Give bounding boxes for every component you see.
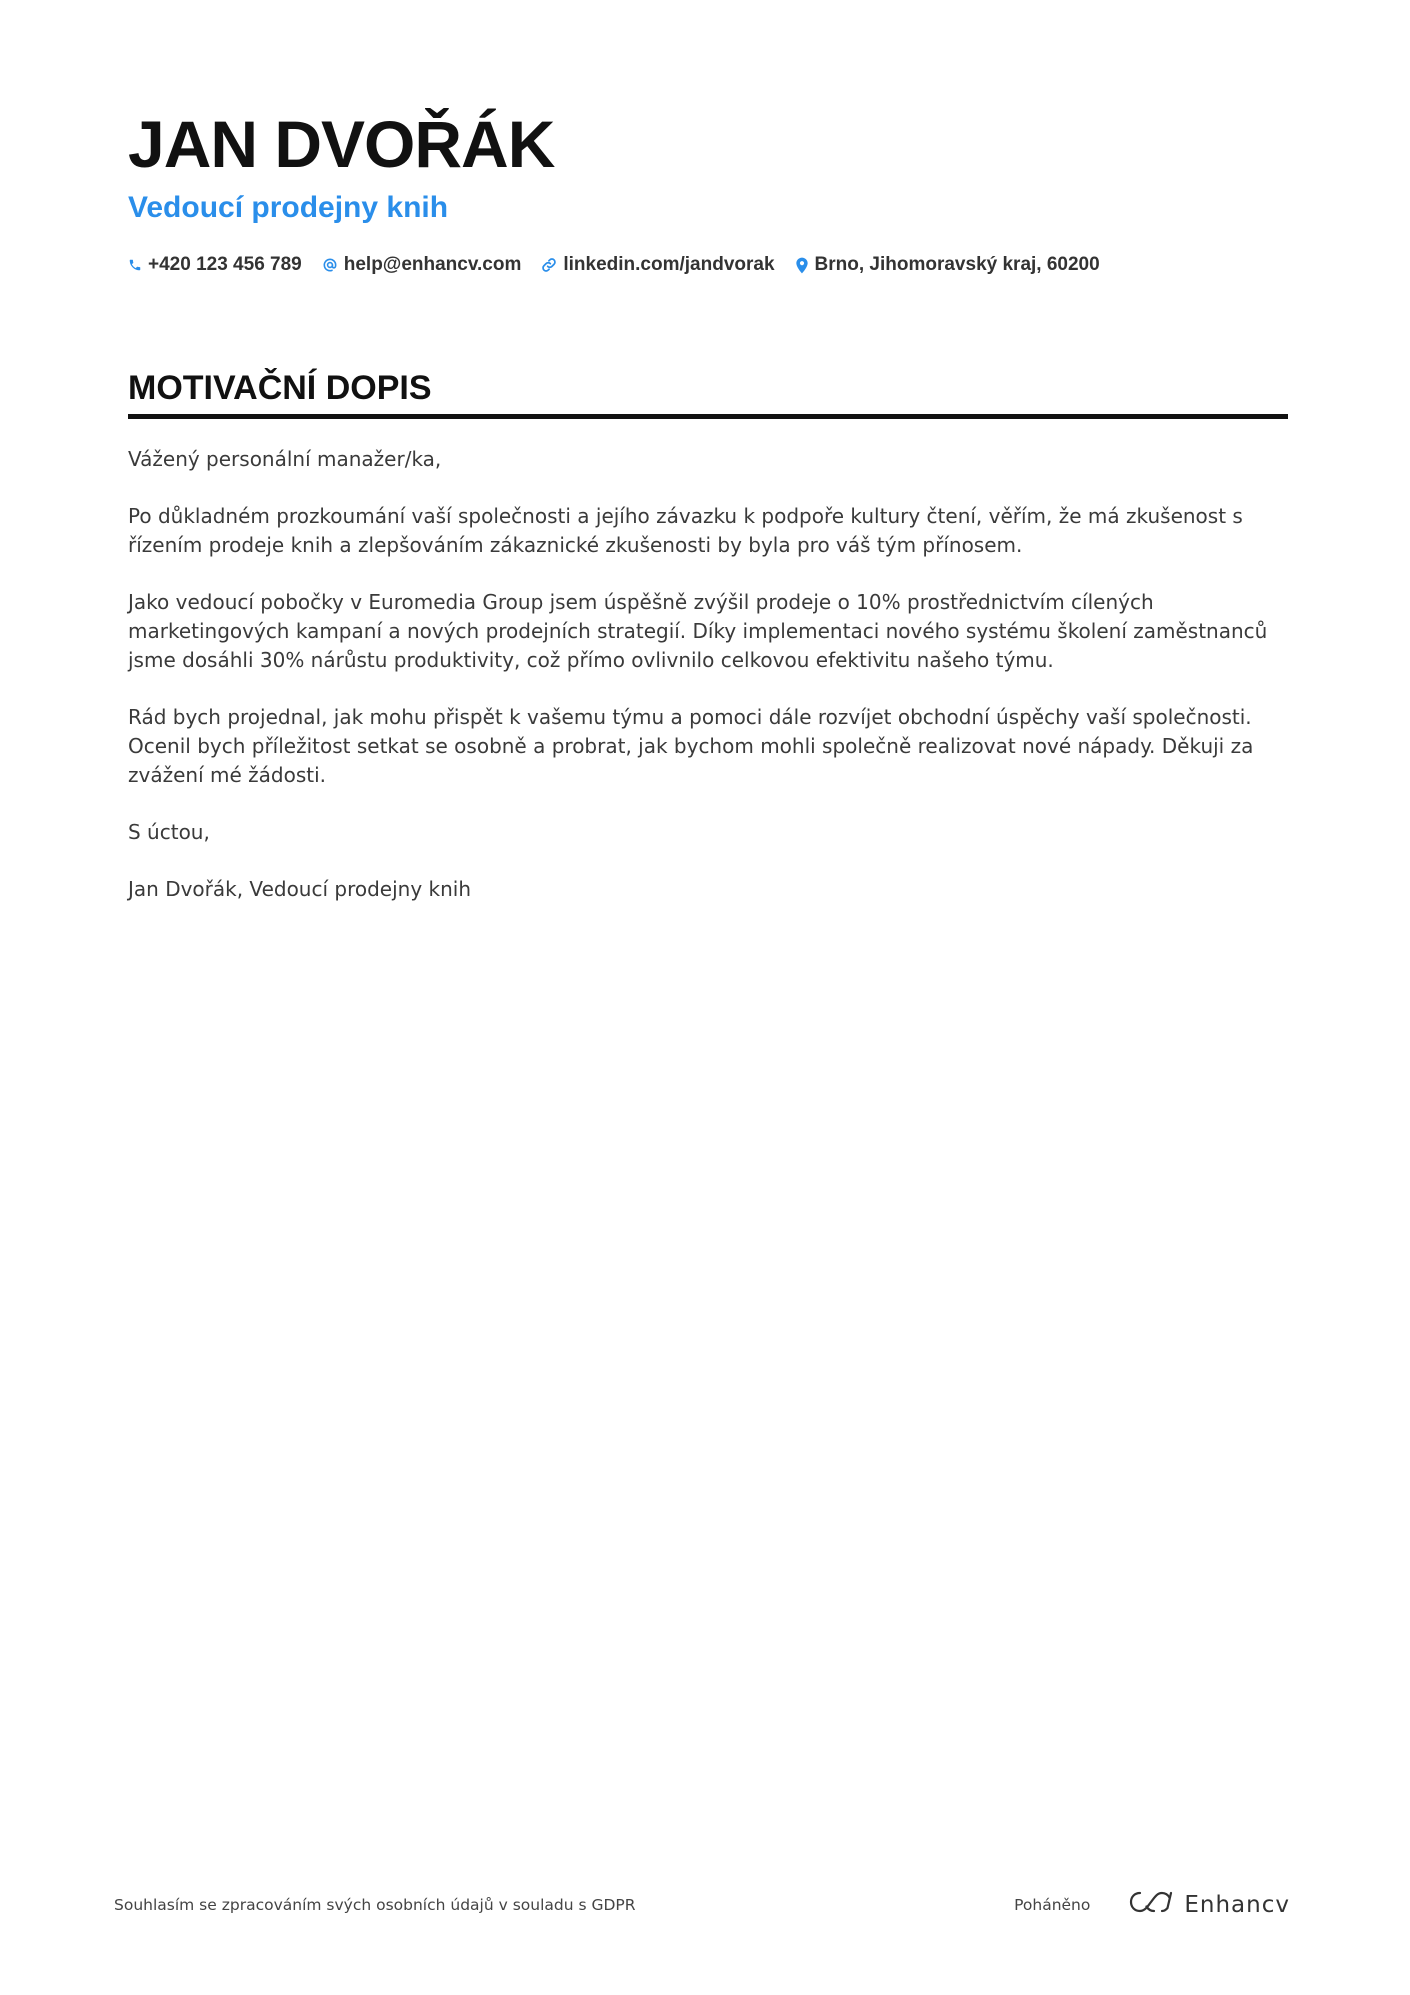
brand-name: Enhancv — [1184, 1891, 1290, 1918]
letter-closing: S úctou, — [128, 820, 210, 844]
powered-by-label: Poháněno — [1014, 1895, 1091, 1914]
at-icon — [322, 257, 338, 273]
letter-paragraph: Jako vedoucí pobočky v Euromedia Group jsem úspěšně zvýšil prodeje o 10% prostřednictvím cílených marketingových kampaní a nových prodejních strategií. Díky implementaci nového systému školení zaměstnanců jsme dosáhli 30% nárůstu produktivity, což přímo ovlivnilo celkovou efektivitu našeho týmu. — [128, 590, 1268, 672]
location-text: Brno, Jihomoravský kraj, 60200 — [814, 254, 1100, 275]
powered-by — [1014, 1890, 1290, 1919]
contact-linkedin[interactable] — [541, 252, 774, 278]
enhancv-logo-icon — [1128, 1890, 1174, 1919]
email-text: help@enhancv.com — [343, 254, 522, 275]
gdpr-consent: Souhlasím se zpracováním svých osobních údajů v souladu s GDPR — [114, 1895, 636, 1914]
phone-icon — [128, 258, 142, 272]
brand-logo[interactable] — [1128, 1890, 1290, 1919]
candidate-name: JAN DVOŘÁK — [128, 107, 555, 181]
cover-letter-section — [128, 366, 1288, 932]
location-pin-icon — [795, 257, 809, 274]
link-icon — [541, 257, 557, 273]
phone-text: +420 123 456 789 — [148, 254, 302, 275]
contact-phone — [128, 252, 302, 278]
contact-bar — [128, 252, 1288, 278]
header — [128, 104, 1288, 278]
letter-signature: Jan Dvořák, Vedoucí prodejny knih — [128, 877, 472, 901]
letter-salutation: Vážený personální manažer/ka, — [128, 447, 442, 471]
letter-paragraph: Rád bych projednal, jak mohu přispět k vašemu týmu a pomoci dále rozvíjet obchodní úspěchy vaší společnosti. Ocenil bych příležitost setkat se osobně a probrat, jak bychom mohli společně realizovat nové nápady. Děkuji za zvážení mé žádosti. — [128, 705, 1254, 787]
contact-email[interactable] — [322, 252, 522, 278]
linkedin-text: linkedin.com/jandvorak — [563, 254, 775, 275]
letter-paragraph: Po důkladném prozkoumání vaší společnosti a jejího závazku k podpoře kultury čtení, věřím, že má zkušenost s řízením prodeje knih a zlepšováním zákaznické zkušenosti by byla pro váš tým přínosem. — [128, 504, 1243, 557]
section-title: MOTIVAČNÍ DOPIS — [128, 366, 1288, 419]
letter-body — [128, 445, 1288, 904]
candidate-role: Vedoucí prodejny knih — [128, 191, 449, 224]
contact-location — [795, 252, 1100, 278]
footer — [114, 1890, 1290, 1919]
